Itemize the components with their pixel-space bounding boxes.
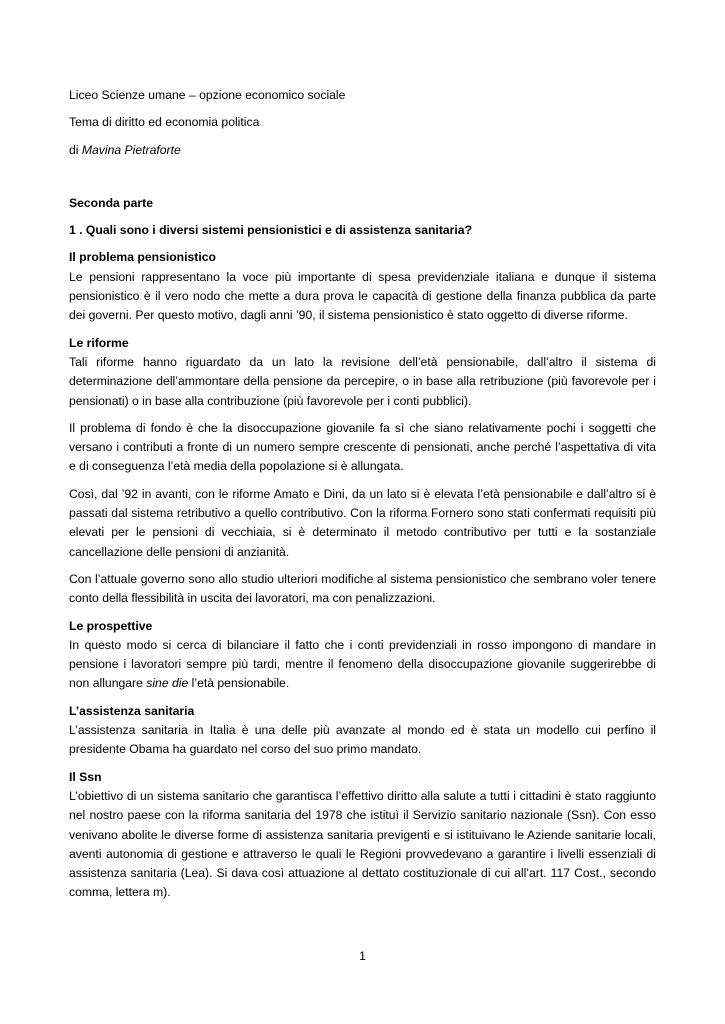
document-page bbox=[69, 84, 656, 903]
prospettive-emphasis: sine die bbox=[146, 676, 189, 691]
paragraph-riforme-1: Tali riforme hanno riguardato da un lato la revisione dell’età pensionabile, dall’altro il sistema di determinazione dell’ammontare della pensione da percepire, o in base alla retribuzione (più favorevole per i pensionati) o in base alla contribuzione (più favorevole per i conti pubblici). bbox=[69, 354, 656, 408]
page-number: 1 bbox=[359, 949, 366, 963]
school-line: Liceo Scienze umane – opzione economico sociale bbox=[69, 88, 346, 102]
paragraph-assistenza: L’assistenza sanitaria in Italia è una delle più avanzate al mondo ed è stata un modello cui perfino il presidente Obama ha guardato nel corso del suo primo mandato. bbox=[69, 723, 656, 757]
section-title-problema: Il problema pensionistico bbox=[69, 250, 216, 265]
prospettive-text-b: l’età pensionabile. bbox=[188, 676, 290, 691]
part-title: Seconda parte bbox=[69, 195, 153, 210]
author-line bbox=[69, 141, 656, 160]
paragraph-prospettive bbox=[69, 636, 656, 694]
question-title: 1 . Quali sono i diversi sistemi pensionistici e di assistenza sanitaria? bbox=[69, 223, 473, 238]
section-title-assistenza: L’assistenza sanitaria bbox=[69, 703, 195, 718]
author-name: Mavina Pietraforte bbox=[81, 142, 181, 157]
section-title-ssn: Il Ssn bbox=[69, 769, 102, 784]
essay-type-line: Tema di diritto ed economia politica bbox=[69, 115, 260, 130]
paragraph-problema: Le pensioni rappresentano la voce più importante di spesa previdenziale italiana e dunque il sistema pensionistico è il vero nodo che mette a dura prova le capacità di gestione della finanza pubblica da parte dei governi. Per questo motivo, dagli anni ’90, il sistema pensionistico è stato oggetto di diverse riforme. bbox=[69, 269, 656, 323]
prospettive-text-a: In questo modo si cerca di bilanciare il fatto che i conti previdenziali in rosso impongono di mandare in pensione i lavoratori sempre più tardi, mentre il fenomeno della disoccupazione giovanile suggerirebbe di non allungare bbox=[69, 637, 656, 691]
paragraph-riforme-3: Così, dal ’92 in avanti, con le riforme Amato e Dini, da un lato si è elevata l’età pensionabile e dall’altro si è passati dal sistema retributivo a quello contributivo. Con la riforma Fornero sono stati confermati requisiti più elevati per le pensioni di vecchiaia, si è determinato il metodo contributivo per tutti e la sostanziale cancellazione delle pensioni di anzianità. bbox=[69, 486, 656, 559]
section-title-prospettive: Le prospettive bbox=[69, 618, 153, 633]
section-title-riforme: Le riforme bbox=[69, 335, 129, 350]
paragraph-ssn: L’obiettivo di un sistema sanitario che garantisca l’effettivo diritto alla salute a tutti i cittadini è stato raggiunto nel nostro paese con la riforma sanitaria del 1978 che istituì il Servizio sanitario nazionale (Ssn). Con esso venivano abolite le diverse forme di assistenza sanitaria previgenti e si istituivano le Aziende sanitarie locali, aventi autonomia di gestione e attraverso le quali le Regioni provvedevano a garantire i livelli essenziali di assistenza sanitaria (Lea). Si dava così attuazione al dettato costituzionale di cui all’art. 117 Cost., secondo comma, lettera m). bbox=[69, 788, 656, 900]
paragraph-riforme-4: Con l’attuale governo sono allo studio ulteriori modifiche al sistema pensionistico che sembrano voler tenere conto della flessibilità in uscita dei lavoratori, ma con penalizzazioni. bbox=[69, 571, 656, 606]
paragraph-riforme-2: Il problema di fondo è che la disoccupazione giovanile fa sì che siano relativamente pochi i soggetti che versano i contributi a fronte di un numero sempre crescente di pensionati, anche perché l’aspettativa di vita e di conseguenza l’età media della popolazione si è allungata. bbox=[69, 420, 656, 474]
author-prefix: di bbox=[69, 142, 82, 157]
